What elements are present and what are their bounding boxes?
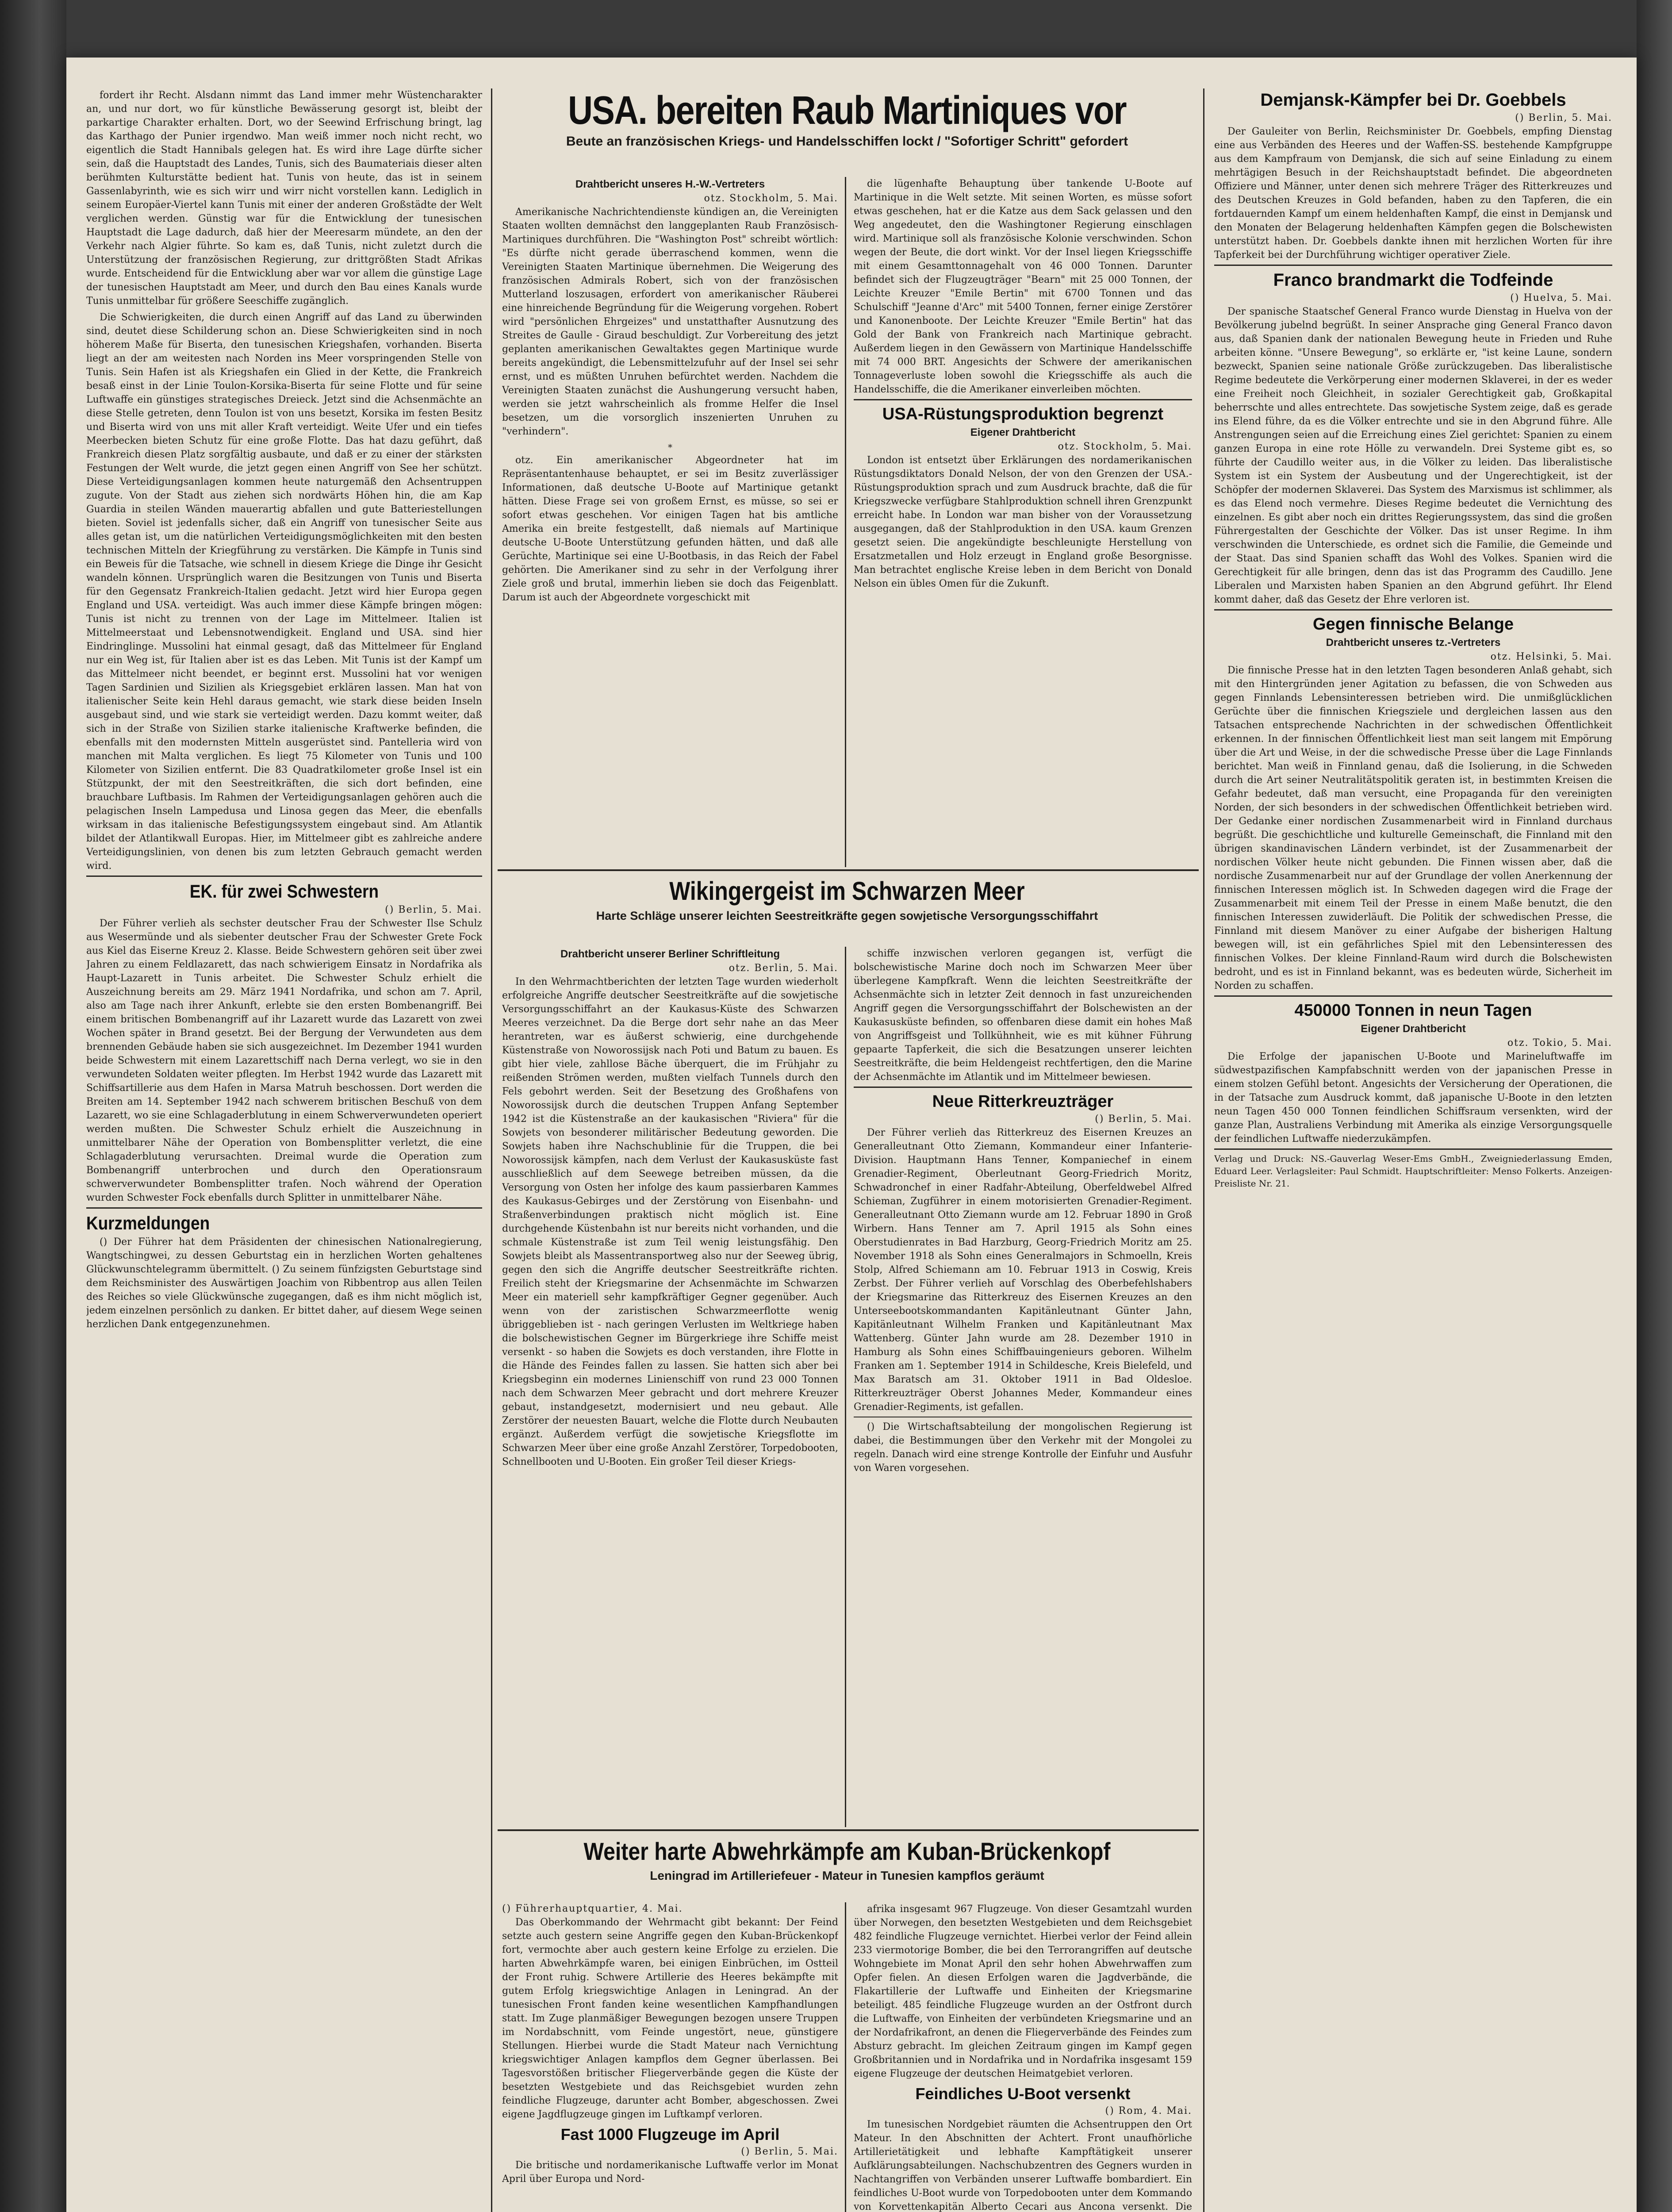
article-text: Die finnische Presse hat in den letzten Tagen besonderen Anlaß gehabt, sich mit den Hintergründen jener Agitation zu befassen, die von Schweden aus gegen Finnlands Lebensinteressen betrieben wird. Die unmißglücklichen Gerüchte über die finnischen Kriegsziele und dergleichen lassen aus den Tatsachen entsprechende Nachrichten in der schwedischen Öffentlichkeit erkennen. In der finnischen Öffentlichkeit liest man seit langem mit Empörung über die Art und Weise, in der die schwedische Presse über die Lage Finnlands berichtet. Man weiß in Finnland genau, daß die Isolierung, in die Schweden durch die Art seiner Neutralitätspolitik geraten ist, in bestimmten Kreisen die Gefahr bedeutet, daß man versucht, eine Propaganda für den vereinigten Norden, der sich besonders in der schwedischen Öffentlichkeit betrieben wird. Der Gedanke einer nordischen Zusammenarbeit wird in Finnland durchaus begrüßt. Die geschichtliche und kulturelle Gemeinschaft, die Finnland mit den übrigen skandinavischen Ländern verbindet, ist der Zusammenarbeit der nordischen Völker heute nicht gebunden. Die Finnen wissen aber, daß die nordische Zusammenarbeit nur auf der Grundlage der vollen Anerkennung der finnischen Interessen möglich ist. In Schweden dagegen wird die Frage der Zusammenarbeit mit einem Teil der Presse in einem Maße benutzt, die den finnischen Interessen zuwiderläuft. Die Politik der schwedischen Presse, die Finnland mit diesem Manöver zu einer Aufgabe der bisherigen Haltung bewegen will, ist ein gefährliches Spiel mit den Lebensinteressen des finnischen Volkes. Der kleine Finnland-Raum wird durch die Bolschewisten bedroht, und es ist in Finnland bekannt, was es bedeuten würde, Sicherheit im Norden zu schaffen. — [1214, 665, 1612, 991]
column-rule — [845, 1902, 846, 2212]
kuban-column-1 — [502, 1902, 838, 2212]
divider — [1214, 995, 1612, 997]
article-text: London ist entsetzt über Erklärungen des nordamerikanischen Rüstungsdiktators Donald Nelson, der von den Grenzen der USA.-Rüstungsproduktion sprach und zum Ausdruck brachte, daß die für Kriegszwecke verfügbare Stahlproduktion schnell ihren Grenzpunkt erreicht habe. In London war man bisher von der Voraussetzung ausgegangen, daß der Stahlproduktion in den USA. kaum Grenzen gesetzt seien. Die angekündigte beschleunigte Herstellung von Ersatzmetallen und Holz erzeugt in England große Besorgnisse. Man betrachtet englische Kreise leben in dem Bericht von Donald Nelson ein übles Omen für die Zukunft. — [854, 455, 1192, 589]
flugzeuge-headline: Fast 1000 Flugzeuge im April — [560, 2125, 780, 2143]
japan-headline: 450000 Tonnen in neun Tagen — [1294, 1001, 1532, 1020]
divider — [86, 876, 482, 877]
wiking-headline: Wikingergeist im Schwarzen Meer — [669, 877, 1025, 906]
flugzeuge-dateline: () Berlin, 5. Mai. — [741, 2146, 838, 2157]
column-left — [86, 88, 482, 2212]
demjansk-dateline: () Berlin, 5. Mai. — [1515, 112, 1612, 123]
wiking-dateline: otz. Berlin, 5. Mai. — [729, 963, 838, 974]
usa-dateline: otz. Stockholm, 5. Mai. — [704, 193, 838, 204]
article-text: Die Schwierigkeiten, die durch einen Angriff auf das Land zu überwinden sind, deutet diese Schilderung schon an. Diese Schwierigkeiten sind in noch höherem Maße für Biserta, den tunesischen Kriegshafen, vorhanden. Biserta liegt an der am weitesten nach Norden ins Meer vorspringenden Stelle von Tunis. Sein Hafen ist als Kriegshafen ein Glied in der Kette, die Frankreich besaß einst in der Linie Toulon-Korsika-Biserta für seine Flotte und für seine Luftwaffe ein günstiges strategisches Dreieck. Jetzt sind die Achsenmächte an diese Stelle getreten, denn Toulon ist von uns besetzt, Korsika im festen Besitz und Biserta wird von uns mit aller Kraft verteidigt. Weite Ufer und ein tiefes Meerbecken bieten Schutz für eine große Flotte. Das hat dazu geführt, daß Frankreich diesen Platz sorgfältig ausbaute, und daß er zu einer der stärksten Festungen der Welt wurde, die jetzt gegen einen Angriff von See her schützt. Diese Verteidigungsanlagen kommen heute naturgemäß den Achsentruppen zugute. Von der Stadt aus ziehen sich nordwärts Höhen hin, die am Kap Guardia in steilen Wänden mauerartig abfallen und gute Batteriestellungen bieten. Soviel ist jedenfalls sicher, daß ein Angriff von tunesischer Seite aus alles getan ist, um die natürlichen Verteidigungsmöglichkeiten mit den besten technischen Mitteln der Kriegführung zu verstärken. Die Kämpfe in Tunis sind ein Beweis für die Tatsache, wie schnell in diesem Kriege die Dinge ihr Gesicht wandeln können. Ursprünglich waren die Besitzungen von Tunis und Biserta für den Gegensatz Frankreich-Italien gedacht. Jetzt wird hier Europa gegen England und USA. verteidigt. Was auch immer diese Kämpfe bringen mögen: Tunis ist nicht zu trennen von der Lage im Mittelmeer. Italien ist Mittelmeerstaat und Lebensnotwendigkeit. England und USA. sind hier Eindringlinge. Mussolini hat einmal gesagt, daß das Mittelmeer für England nur ein Weg ist, für Italien aber ist es das Leben. Mit Tunis ist der Kampf um das Mittelmeer nicht beendet, er beginnt erst. Mussolini hat vor wenigen Tagen Sardinien und Sizilien als Kriegsgebiet erklären lassen. Man hat von italienischer Seite kein Hehl daraus gemacht, wie stark diese beiden Inseln ausgebaut sind, und wie stark sie verteidigt werden. Dazu kommt weiter, daß sich in der Straße von Sizilien starke italienische Kraftwerke befinden, die ebenfalls mit den modernsten Mitteln ausgerüstet sind. Pantelleria wird von manchen mit Malta verglichen. Es liegt 75 Kilometer von Tunis und 100 Kilometer von Sizilien entfernt. Die 83 Quadratkilometer große Insel ist ein Stützpunkt, der mit den Seestreitkräften, die sich dort befinden, eine brauchbare Luftbasis. Im Rahmen der Verteidigungsanlagen gehören auch die pelagischen Inseln Lampedusa und Linosa gegen das Meer, die ebenfalls wirksam in das italienische Befestigungssystem eingebaut sind. Am Atlantik bildet der Atlantikwall Europas. Hier, im Mittelmeer gibt es zahlreiche andere Verteidigungslinien, von denen bis zum letzten Gebrauch gemacht werden wird. — [86, 312, 482, 872]
ek-dateline: () Berlin, 5. Mai. — [385, 904, 482, 915]
finn-headline: Gegen finnische Belange — [1313, 615, 1514, 634]
uboot-dateline: () Rom, 4. Mai. — [1105, 2105, 1192, 2116]
asterisk: * — [668, 442, 672, 453]
divider — [1214, 1148, 1612, 1150]
imprint: Verlag und Druck: NS.-Gauverlag Weser-Ems GmbH., Zweigniederlassung Emden, Eduard Leer. Verlagsleiter: Paul Schmidt. Hauptschriftleiter: Menso Folkerts. Anzeigen-Preisliste Nr. 21. — [1214, 1153, 1612, 1189]
japan-dateline: otz. Tokio, 5. Mai. — [1507, 1037, 1612, 1048]
article-text: Der Führer verlieh als sechster deutscher Frau der Schwester Ilse Schulz aus Wesermünde und als siebenter deutscher Frau der Schwester Grete Fock aus Kiel das Eiserne Kreuz 2. Klasse. Beide Schwestern gehören seit über zwei Jahren zu einem Feldlazarett, das nach schwierigem Einsatz in Nordafrika als Haupt-Lazarett in Tunis arbeitet. Die Schwester Schulz erhielt die Auszeichnung bereits am 29. März 1941 Nordafrika, und schon am 7. April, also am Tage nach ihrer Ankunft, erlebte sie den ersten Bombenangriff. Bei einem britischen Bombenangriff auf ihr Lazarett wurde das Lazarett von zwei Wochen später in Brand gesetzt. Bei der Bergung der Verwundeten aus dem brennenden Gebäude haben sie sich ausgezeichnet. Im Dezember 1941 wurden beide Schwestern mit einem Lazarettschiff nach Derna verlegt, wo sie in den verwundeten Soldaten weiter pflegten. Im Herbst 1942 wurde das Lazarett mit Schiffsartillerie aus dem Hafen in Marsa Matruh beschossen. Dort werden die Breiten am 14. September 1942 nach schwerem britischen Beschuß von dem Lazarett, wo sie eine Schlagaderblutung in einem Schwerverwundeten operiert werden mußten. Die Schwester Schulz erhielt die Auszeichnung in unmittelbarer Nähe der Operation von Bombensplitter verletzt, die eine Schlagaderblutung verursachten. Dreimal wurde die Operation zum Bombenangriff unterbrochen und durch den Operationsraum schwerverwundeter Bombensplitter trafen. Noch während der Operation wurden Schwester Fock ebenfalls durch Splitter in unmittelbarer Nähe. — [86, 918, 482, 1203]
wiking-article — [502, 876, 1192, 925]
newspaper-page — [66, 58, 1637, 2212]
ritter-headline: Neue Ritterkreuzträger — [932, 1092, 1114, 1111]
ritter-dateline: () Berlin, 5. Mai. — [1095, 1114, 1192, 1125]
divider — [854, 1087, 1192, 1088]
article-text: Amerikanische Nachrichtendienste kündigen an, die Vereinigten Staaten wollten demnächst den langgeplanten Raub Französisch-Martiniques durchführen. Die "Washington Post" schreibt wörtlich: "Es dürfte nicht gerade überraschend kommen, wenn die Vereinigten Staaten Martinique übernehmen. Die Weigerung des französischen Admirals Robert, sich von der französischen Mutterland loszusagen, erfordert von amerikanischer Räuberei eine hinreichende Begründung für die Weigerung vorgehen. Robert wird "persönlichen Ehrgeizes" und unstatthafter Ausnutzung des Streites de Gaulle - Giraud beschuldigt. Zur Vorbereitung des jetzt geplanten amerikanischen Gewaltaktes gegen Martinique wurde bereits angekündigt, die Lebensmittelzufuhr auf der Insel sei sehr ernst, und es müßten Unruhen befürchtet werden. Nachdem die Vereinigten Staaten zunächst die Aushungerung versucht haben, werden sie jetzt wahrscheinlich als fromme Helfer die Insel besetzen, um die vorsorglich inszenierten Unruhen zu "verhindern". — [502, 207, 838, 437]
column-rule — [845, 947, 846, 1827]
column-rule — [1203, 88, 1204, 2212]
japan-wire: Eigener Drahtbericht — [1361, 1023, 1466, 1035]
book-spine — [0, 0, 66, 2212]
kuban-article — [502, 1836, 1192, 1885]
kuban-subhead: Leningrad im Artilleriefeuer - Mateur in Tunesien kampflos geräumt — [650, 1869, 1044, 1882]
article-text: Im tunesischen Nordgebiet räumten die Achsentruppen den Ort Mateur. In den Abschnitten der Achtert. Front unaufhörliche Artillerietätigkeit und lebhafte Kampftätigkeit unserer Aufklärungsabteilungen. Nachschubzentren des Gegners wurden in Nachtangriffen von Verbänden unserer Luftwaffe bombardiert. Ein feindliches U-Boot wurde von Torpedobooten unter dem Kommando von Korvettenkapitän Alberto Cecari aus Ancona versenkt. Die — [854, 2119, 1192, 2212]
kuban-column-2 — [854, 1902, 1192, 2212]
divider — [498, 869, 1199, 871]
ruestung-headline: USA-Rüstungsproduktion begrenzt — [882, 405, 1164, 423]
article-text: schiffe inzwischen verloren gegangen ist, verfügt die bolschewistische Marine doch noch im Schwarzen Meer über überlegene Kampfkraft. Wenn die leichten Seestreitkräfte der Achsenmächte sich in letzter Zeit dennoch in fast unzureichenden Angriff gegen die Versorgungsschiffahrt der Bolschewisten an der Kaukasusküste befinden, so offenbaren diese damit ein hohes Maß von Angriffsgeist und Tollkühnheit, wie es mit kühner Führung gepaarte Tapferkeit, die sich die Besatzungen unserer leichten Seestreitkräfte, die beim Heldengeist rechtfertigen, den die Marine der Achsenmächte im Atlantik und im Mittelmeer bewiesen. — [854, 948, 1192, 1083]
usa-column-2 — [854, 177, 1192, 867]
ruestung-dateline: otz. Stockholm, 5. Mai. — [1058, 441, 1192, 452]
article-text: Die britische und nordamerikanische Luftwaffe verlor im Monat April über Europa und Nord- — [502, 2160, 838, 2185]
usa-subhead: Beute an französischen Kriegs- und Handelsschiffen lockt / "Sofortiger Schritt" gefordert — [566, 134, 1128, 149]
usa-column-1 — [502, 177, 838, 863]
uboot-headline: Feindliches U-Boot versenkt — [915, 2085, 1131, 2103]
divider — [854, 399, 1192, 400]
ek-headline: EK. für zwei Schwestern — [189, 881, 379, 902]
kuban-headline: Weiter harte Abwehrkämpfe am Kuban-Brückenkopf — [583, 1837, 1111, 1865]
article-text: otz. Ein amerikanischer Abgeordneter hat im Repräsentantenhause behauptet, er sei im Besitz zuverlässiger Informationen, daß deutsche U-Boote auf Martinique getankt hätten. Diese Frage sei von großem Ernst, es müsse, so sei er sofort etwas geschehen. Vor einigen Tagen hat bis amtliche Amerika ein breite festgestellt, daß niemals auf Martinique deutsche U-Boote Unterstützung gefunden hätten, und daß alle Gerüchte, Martinique sei eine U-Bootbasis, in das Reich der Fabel gehörten. Die Amerikaner sind zu sehr in der Verfolgung ihrer Ziele groß und brutal, immerhin lieben sie doch das Feigenblatt. Darum ist auch der Abgeordnete vorgeschickt mit — [502, 455, 838, 603]
usa-wire: Drahtbericht unseres H.-W.-Vertreters — [575, 178, 765, 190]
article-text: die lügenhafte Behauptung über tankende U-Boote auf Martinique in die Welt setzte. Mit seinen Worten, es müsse sofort etwas geschehen, hat er die Katze aus dem Sack gelassen und den Weg angedeutet, den die Washingtoner Regierung einschlagen wird. Martinique soll als französische Kolonie verschwinden. Schon wegen der Beute, die dort winkt. Vor der Insel liegen Kriegsschiffe mit einem Gesamttonnagehalt von 46 000 Tonnen. Darunter befindet sich der Flugzeugträger "Bearn" mit 25 000 Tonnen, der Leichte Kreuzer "Emile Bertin" mit 6700 Tonnen und das Schulschiff "Jeanne d'Arc" mit 5400 Tonnen, ferner einige Zerstörer und Kanonenboote. Der Leichte Kreuzer "Emile Bertin" hat das Gold der Bank von Frankreich nach Martinique gebracht. Außerdem liegen in den Gewässern von Martinique Handelsschiffe mit 74 000 BRT. Angesichts der Schwere der amerikanischen Tonnageverluste loben sowohl die Kriegsschiffe als auch die Handelsschiffe, die die Amerikaner einverleiben möchten. — [854, 178, 1192, 395]
franco-headline: Franco brandmarkt die Todfeinde — [1273, 270, 1553, 290]
wiking-wire: Drahtbericht unserer Berliner Schriftleitung — [560, 948, 780, 960]
divider — [1214, 265, 1612, 266]
column-rule — [491, 88, 492, 2212]
column-right — [1214, 88, 1612, 2212]
divider — [498, 1829, 1199, 1831]
wiking-column-1 — [502, 947, 838, 1823]
finn-wire: Drahtbericht unseres tz.-Vertreters — [1326, 637, 1501, 649]
article-text: Das Oberkommando der Wehrmacht gibt bekannt: Der Feind setzte auch gestern seine Angriffe gegen den Kuban-Brückenkopf fort, vermochte aber auch gestern keine Erfolge zu erzielen. Die harten Abwehrkämpfe waren, bei einigen Einbrüchen, im Ostteil der Front ruhig. Schwere Artillerie des Heeres bekämpfte mit gutem Erfolg kriegswichtige Anlagen in Leningrad. An der tunesischen Front fanden keine wesentlichen Kampfhandlungen statt. Im Zuge planmäßiger Bewegungen bezogen unsere Truppen im Nordabschnitt, vom Feinde ungestört, neue, günstigere Stellungen. Hierbei wurde die Stadt Mateur nach Vernichtung kriegswichtiger Anlagen kampflos dem Gegner überlassen. Bei Tagesvorstößen britischer Fliegerverbände gegen die Küste der besetzten Westgebiete und das Reichsgebiet wurden zehn feindliche Flugzeuge, darunter acht Bomber, abgeschossen. Zwei eigene Jagdflugzeuge gingen im Luftkampf verloren. — [502, 1917, 838, 2120]
demjansk-headline: Demjansk-Kämpfer bei Dr. Goebbels — [1260, 90, 1566, 110]
article-text: In den Wehrmachtberichten der letzten Tage wurden wiederholt erfolgreiche Angriffe deutscher Seestreitkräfte auf die sowjetische Versorgungsschiffahrt an der Kaukasus-Küste des Schwarzen Meeres verzeichnet. Da die Berge dort sehr nahe an das Meer herantreten, war es äußerst schwierig, eine durchgehende Küstenstraße von Noworossijsk nach Poti und Batum zu bauen. Es gibt hier viele, zahllose Bäche überquert, die im Frühjahr zu reißenden Strömen werden, mußten vielfach Tunnels durch den Fels gebohrt werden. Seit der Besetzung des Großhafens von Noworossijsk durch die deutschen Truppen Anfang September 1942 ist die Küstenstraße an der kaukasischen "Riviera" für die Sowjets von besonderer militärischer Bedeutung geworden. Die Sowjets haben ihre Nachschublinie für die Truppen, die bei Noworossijsk kämpfen, nach dem Verlust der Kaukasusküste fast ausschließlich auf dem Seewege betreiben müssen, da die Versorgung von Osten her infolge des kaum passierbaren Kammes des Kaukasus-Gebirges und der Zerstörung von Eisenbahn- und Straßenverbindungen praktisch nicht möglich ist. Eine durchgehende Küstenbahn ist nur bereits nicht vorhanden, und die schmale Küstenstraße ist zum Teil wenig leistungsfähig. Den Sowjets bleibt als Massentransportweg also nur der Seeweg übrig, gegen den sich die Angriffe deutscher Seestreitkräfte richten. Freilich steht der Kriegsmarine der Achsenmächte im Schwarzen Meer ein materiell sehr kampfkräftiger Gegner gegenüber. Auch wenn von der zaristischen Schwarzmeerflotte wenig übriggeblieben ist - nach geringen Verlusten im Weltkriege haben die bolschewistischen Gegner im Bürgerkriege ihre Schiffe meist versenkt - so haben die Sowjets es doch verstanden, ihre Flotte in die Hände des Feindes fallen zu lassen. Sie hatten sich aber bei Kriegsbeginn ein modernes Linienschiff von rund 23 000 Tonnen nach dem Schwarzen Meer gebracht und dort mehrere Kreuzer gebaut, instandgesetzt, modernisiert und neu gebaut. Alle Zerstörer der neuesten Bauart, welche die Flotte durch Neubauten ergänzt. Außerdem verfügt die sowjetische Kriegsflotte im Schwarzen Meer über eine große Anzahl Zerstörer, Torpedobooten, Schnellbooten und U-Booten. Ein großer Teil dieser Kriegs- — [502, 976, 838, 1467]
franco-dateline: () Huelva, 5. Mai. — [1510, 292, 1612, 303]
wiking-subhead: Harte Schläge unserer leichten Seestreitkräfte gegen sowjetische Versorgungsschiffahrt — [596, 909, 1098, 922]
column-rule — [845, 177, 846, 867]
article-text: fordert ihr Recht. Alsdann nimmt das Land immer mehr Wüstencharakter an, und nur dort, wo für künstliche Bewässerung gesorgt ist, bleibt der parkartige Charakter erhalten. Dort, wo der Seewind Erfrischung bringt, lag das Karthago der Punier irgendwo. Man weiß immer noch nicht recht, wo eigentlich die Stadt Hannibals gelegen hat. Es wird ihre Lage dürfte sicher sein, daß die Hauptstadt des Landes, Tunis, sich des Baumateriais dieser alten berühmten Kulturstätte bedient hat. Tunis von heute, das ist in seinem Gassenlabyrinth, wie es sich wirr und wirr nicht vorstellen kann. Lediglich in seinem Europäer-Viertel kann Tunis mit einer der anderen Großstädte der Welt verglichen werden. Günstig war für die Entwicklung der tunesischen Hauptstadt die Lage dadurch, daß hier der Meeresarm mündete, an den der Verkehr nach Algier führte. So kam es, daß Tunis, nicht zuletzt durch die Unterstützung der französischen Regierung, zur drittgrößten Stadt Afrikas wurde. Entscheidend für die Entwicklung aber war vor allem die günstige Lage der tunesischen Hauptstadt am Meer, und durch den Bau eines Kanals wurde Tunis unmittelbar für größere Seeschiffe zugänglich. — [86, 90, 482, 307]
article-text: Der Führer verlieh das Ritterkreuz des Eisernen Kreuzes an Generalleutnant Otto Ziemann, Kommandeur einer Infanterie-Division. Hauptmann Hans Tenner, Kompaniechef in einem Grenadier-Regiment, Oberleutnant Georg-Friedrich Moritz, Schwadronchef in einer Radfahr-Abteilung, Oberfeldwebel Alfred Schieman, Zugführer in einem motorisierten Grenadier-Regiment. Generalleutnant Otto Ziemann wurde am 12. Februar 1890 in Groß Wirbern. Hans Tenner am 7. April 1915 als Sohn eines Oberstudienrates in Bad Harzburg, Georg-Friedrich Moritz am 25. November 1918 als Sohn eines Generalmajors in Schmoelln, Kreis Stolp, Alfred Schiemann am 10. Februar 1913 in Coswig, Kreis Zerbst. Der Führer verlieh auf Vorschlag des Oberbefehlshabers der Kriegsmarine das Ritterkreuz des Eisernen Kreuzes an den Unterseebootskommandanten Kapitänleutnant Günter Jahn, Kapitänleutnant Wilhelm Franken und Kapitänleutnant Max Wattenberg. Günter Jahn wurde am 28. Dezember 1910 in Hamburg als Sohn eines Schiffbauingenieurs geboren. Wilhelm Franken am 1. September 1914 in Schildesche, Kreis Bielefeld, und Max Baratsch am 31. Oktober 1911 in Bad Oldesloe. Ritterkreuzträger Oberst Johannes Meder, Kommandeur eines Grenadier-Regiments, ist gefallen. — [854, 1127, 1192, 1413]
ruestung-wire: Eigener Drahtbericht — [970, 426, 1076, 438]
kuban-dateline: () Führerhauptquartier, 4. Mai. — [502, 1903, 683, 1914]
article-text: () Der Führer hat dem Präsidenten der chinesischen Nationalregierung, Wangtschingwei, zu dessen Geburtstag ein in herzlichen Worten gehaltenes Glückwunschtelegramm übermittelt. () Zu seinem fünfzigsten Geburtstage sind dem Reichsminister des Auswärtigen Joachim von Ribbentrop aus allen Teilen des Reiches so viele Glückwünsche zugegangen, daß es ihm nicht möglich ist, jedem einzelnen persönlich zu danken. Er bittet daher, auf diesem Wege seinen herzlichen Dank entgegenzunehmen. — [86, 1237, 482, 1330]
usa-article — [502, 88, 1192, 150]
article-text: afrika insgesamt 967 Flugzeuge. Von dieser Gesamtzahl wurden über Norwegen, den besetzten Westgebieten und dem Reichsgebiet 482 feindliche Flugzeuge vernichtet. Hierbei verlor der Feind allein 233 viermotorige Bomber, die bei den Terrorangriffen auf deutsche Wohngebiete im Monat April den sehr hohen Abwehrwaffen zum Opfer fielen. An diesen Erfolgen waren die Jagdverbände, die Flakartillerie der Luftwaffe und Einheiten der Kriegsmarine beteiligt. 485 feindliche Flugzeuge wurden an der Ostfront durch die Luftwaffe, von Einheiten der verbündeten Kriegsmarine und an der Nordafrikafront, an denen die Fliegerverbände des Feindes zum Absturz gebracht. Im gleichen Zeitraum gingen im Kampf gegen Großbritannien und in Nordafrika und in Nordafrika insgesamt 159 eigene Flugzeuge der deutschen Heimatgebiet verloren. — [854, 1904, 1192, 2079]
finn-dateline: otz. Helsinki, 5. Mai. — [1490, 651, 1612, 662]
article-text: Die Erfolge der japanischen U-Boote und Marineluftwaffe im südwestpazifischen Kampfabschnitt werden von der japanischen Presse in einem stolzen Gefühl betont. Angesichts der Versicherung der Operationen, die in der Tatsache zum Ausdruck kommt, daß japanische U-Boote in den letzten neun Tagen 450 000 Tonnen feindlichen Schiffsraum versenkten, wird der ganze Plan, Australiens Verbindung mit Amerika als einzige Versorgungsquelle der feindlichen Luftwaffe niederzukämpfen. — [1214, 1051, 1612, 1144]
article-text: () Die Wirtschaftsabteilung der mongolischen Regierung ist dabei, die Bestimmungen über den Verkehr mit der Mongolei zu regeln. Danach wird eine strenge Kontrolle der Einfuhr und Ausfuhr von Waren vorgesehen. — [854, 1421, 1192, 1474]
right-edge — [1637, 0, 1672, 2212]
wiking-column-2 — [854, 947, 1192, 1827]
usa-headline: USA. bereiten Raub Martiniques vor — [568, 88, 1126, 133]
divider — [86, 1207, 482, 1209]
article-text: Der spanische Staatschef General Franco wurde Dienstag in Huelva von der Bevölkerung jubelnd begrüßt. In seiner Ansprache ging General Franco davon aus, daß Spanien dank der nationalen Bewegung heute in Frieden und Ruhe arbeiten könne. "Unsere Bewegung", so erklärte er, "ist keine Laune, sondern bezweckt, Spanien seine nationale Größe zurückzugeben. Das liberalistische Regime bedeutete die Verkörperung einer modernen Sklaverei, in der es weder eine Freiheit noch Gleichheit, in sozialer Gerechtigkeit gab, Großkapital beherrschte und alles entrechtete. Das sowjetische System zeige, daß es gerade ins Elend führe, da es die Völker entrechte und sie in den Abgrund führe. Alle Anstrengungen seien auf die Erreichung eines Ziel gerichtet: Spanien zu einem ganzen Europa in eine rote Hölle zu verwandeln. Drei Systeme gibt es, so führte der Caudillo weiter aus, in die Völker zu leiden. Das liberalistische System ist ein System der Ausbeutung und der Ungerechtigkeit, ist der Schöpfer der modernen Sklaverei. Das System des Marxismus ist schlimmer, als es das Elend noch vermehre. Dieses Regime bedeutet die Vernichtung des einzelnen. Es gibt aber noch ein drittes Regierungssystem, das sind die großen Führergestalten der Geschichte der Völker. Das ist unser Regime. In ihm verschwinden die Unterschiede, es ordnet sich die Familie, die Gemeinde und der Staat. Das sind Spanien schafft das Wohl des Volkes. Spanien wird die Gerechtigkeit für alle bringen, denn das ist das Programm des Caudillo. Jene Liberalen und Marxisten haben Spanien an den Abgrund geführt. Ihr Elend kommt daher, daß das Gesetz der Ehre verloren ist. — [1214, 306, 1612, 605]
kurzmeldungen-headline: Kurzmeldungen — [86, 1213, 210, 1233]
article-text: Der Gauleiter von Berlin, Reichsminister Dr. Goebbels, empfing Dienstag eine aus Verbänden des Heeres und der Waffen-SS. bestehende Kampfgruppe aus dem Kampfraum von Demjansk, die sich auf seine Einladung zu einem mehrtägigen Besuch in der Reichshauptstadt befindet. Die abgeordneten Offiziere und Männer, unter denen sich mehrere Träger des Ritterkreuzes und des Deutschen Kreuzes in Gold befanden, haben zu den Tapferen, die ein fortdauernden Kampf um einem heldenhaften Kampf, die einst in Demjansk und den Monaten der Belagerung heldenhaften Kämpfen gegen die Bolschewisten unterstützt haben. Dr. Goebbels dankte ihnen mit herzlichen Worten für ihre Tapferkeit bei der Durchführung wichtiger operativer Ziele. — [1214, 126, 1612, 261]
divider — [1214, 609, 1612, 611]
